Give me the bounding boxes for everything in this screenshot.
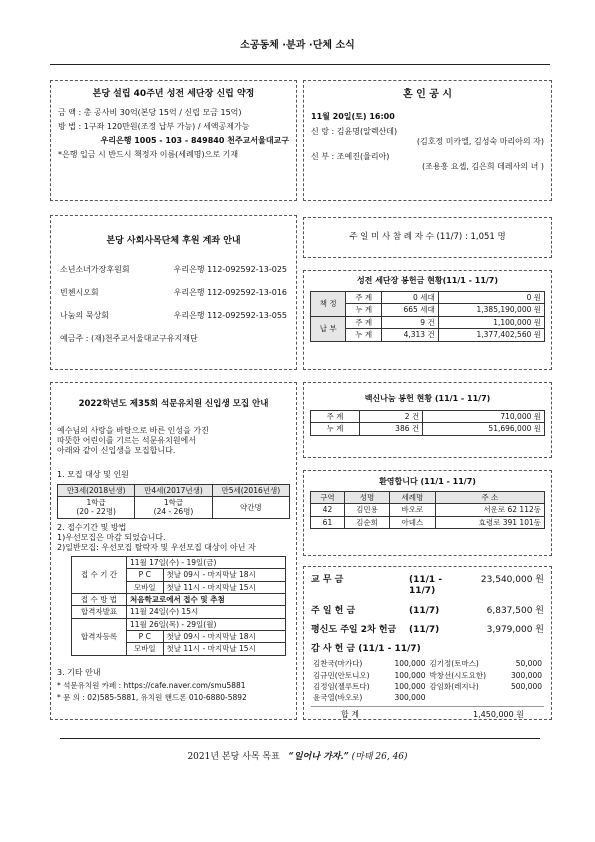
wedding-title: 혼 인 공 시 — [402, 89, 453, 100]
section-heading: 1. 모집 대상 및 인원 — [57, 469, 129, 479]
ages-header: 만4세(2017년생) — [135, 484, 212, 496]
total-amount: 1,450,000 원 — [473, 709, 524, 719]
social-section — [50, 215, 297, 370]
thanks-cell: 100,000 — [394, 659, 426, 669]
finance-period: (11/1 - 11/7) — [409, 575, 443, 597]
wedding-section — [303, 80, 552, 201]
sanctuary-count: 9 건 — [381, 316, 438, 328]
thanks-cell: 100,000 — [394, 682, 426, 691]
page-header — [0, 40, 595, 53]
vaccine-title: 백신나눔 봉헌 현황 (11/1 - 11/7) — [364, 394, 491, 403]
social-account: 우리은행 112-092592-13-025 — [173, 265, 287, 275]
sanctuary-count: 665 세대 — [381, 304, 438, 316]
wedding-bride: 신 부 : 조예진(율리아) — [311, 151, 390, 161]
sanctuary-row — [311, 329, 545, 341]
ages-table — [57, 484, 290, 519]
thanks-cell — [427, 692, 501, 703]
schedule-table: 접 수 기 간 11월 17일(수) - 19일(금) P C 첫날 09시 - 마지막날 18시 모바일 첫날 11시 - 마지막날 15시 접 수 방 법 처음학교로에서 접수 및 추첨 합격자발표 11월 24일(수) 15시 합격자등록 11월 26일(목) - 29일(월) P C 첫날 09시 - 마지막날 18시 모바일 첫날 11시 - 마지막날 15시 — [71, 556, 286, 656]
footer-ref: (마태 26, 46) — [351, 752, 408, 762]
vaccine-table — [310, 410, 545, 436]
sanctuary-group-label: 책 정 — [311, 292, 346, 317]
welcome-table — [310, 491, 545, 529]
vaccine-count: 2 건 — [359, 411, 422, 423]
social-name: 빈첸시오회 — [60, 288, 99, 298]
welcome-header: 구역 — [311, 492, 345, 504]
welcome-header: 성명 — [344, 492, 389, 504]
sanctuary-amount: 0 원 — [438, 292, 544, 304]
sanctuary-table — [310, 291, 545, 342]
finance-amount: 23,540,000 원 — [480, 575, 544, 585]
sanctuary-row — [311, 292, 545, 304]
sanctuary-amount: 1,385,190,000 원 — [438, 304, 544, 316]
sanctuary-key: 주 계 — [346, 316, 381, 328]
thanks-cell: 100,000 — [394, 670, 426, 680]
ages-value: 약간명 — [212, 497, 289, 519]
welcome-header: 세례명 — [390, 492, 435, 504]
welcome-cell: 아녜스 — [390, 516, 435, 528]
kindergarten-section — [50, 382, 297, 720]
vaccine-row — [311, 423, 545, 435]
header-rule — [50, 64, 550, 65]
thanks-cell: 감임화(레지나) — [429, 682, 479, 691]
sanctuary-key: 주 계 — [346, 292, 381, 304]
sanctuary-row — [311, 304, 545, 316]
welcome-cell: 김순희 — [344, 516, 389, 528]
finance-row — [311, 606, 544, 617]
vaccine-section — [303, 382, 552, 458]
welcome-row — [311, 504, 545, 516]
donation-line: *은행 입금 시 반드시 책정자 이름(세례명)으로 기재 — [58, 150, 239, 160]
thanks-cell: 300,000 — [394, 693, 426, 703]
mass-section — [303, 217, 552, 258]
social-account: 우리은행 112-092592-13-016 — [173, 288, 287, 298]
thanks-cell: 김규민(안토니오) — [313, 670, 370, 680]
social-holder: 예금주 : (재)천주교서울대교구유지재단 — [60, 334, 198, 344]
donation-section — [50, 80, 297, 201]
sanctuary-key: 누 계 — [346, 329, 381, 341]
thanks-cell: 박창선(시도요한) — [429, 670, 487, 680]
ages-value: 1학급 (20 - 22명) — [58, 497, 135, 519]
thanks-cell: 김기정(토마스) — [429, 659, 479, 669]
sanctuary-group-label: 납 부 — [311, 316, 346, 341]
donation-title: 본당 설립 40주년 성전 세단장 신립 약정 — [92, 89, 255, 99]
social-row — [60, 265, 287, 275]
donation-line: 방 법 : 1구좌 120만원(조정 납부 가능) / 세액공제가능 — [58, 122, 250, 132]
footer-motto: “일어나 가자.” — [288, 752, 349, 762]
social-name: 소년소녀가장후원회 — [60, 265, 130, 275]
finance-label: 평신도 주일 2차 헌금 — [311, 624, 397, 635]
thanks-cell: 김찬국(마가다) — [313, 659, 363, 669]
thanks-table — [311, 658, 544, 704]
finance-label: 교 무 금 — [311, 575, 344, 585]
kindergarten-title: 2022학년도 제35회 석문유치원 신입생 모집 안내 — [78, 399, 269, 409]
thanks-title: 감 사 헌 금 (11/1 - 11/7) — [311, 644, 421, 654]
sanctuary-amount: 1,100,000 원 — [438, 316, 544, 328]
social-title: 본당 사회사목단체 후원 계좌 안내 — [106, 236, 241, 246]
ages-header: 만5세(2016년생) — [212, 484, 289, 496]
vaccine-key: 주 계 — [311, 411, 360, 423]
finance-total-row — [311, 706, 544, 720]
sanctuary-count: 4,313 건 — [381, 329, 438, 341]
footer-prefix: 2021년 본당 사목 목표 — [187, 752, 280, 762]
social-name: 나눔의 묵상회 — [60, 311, 109, 321]
thanks-row — [311, 658, 544, 669]
kindergarten-note: 2)일반모집: 우선모집 탈락자 및 우선모집 대상이 아닌 자 — [57, 542, 256, 552]
thanks-cell: 윤국열(바오로) — [313, 693, 363, 703]
social-row — [60, 288, 287, 298]
finance-amount: 3,979,000 원 — [486, 624, 544, 635]
welcome-title: 환영합니다 (11/1 - 11/7) — [379, 477, 476, 486]
social-row — [60, 311, 287, 321]
sanctuary-section — [303, 270, 552, 370]
finance-period: (11/7) — [409, 605, 440, 616]
sanctuary-title: 성전 세단장 봉헌금 현황(11/1 - 11/7) — [356, 276, 499, 285]
welcome-cell: 서운로 62 112동 — [435, 504, 544, 516]
thanks-cell: 50,000 — [515, 659, 542, 669]
sanctuary-key: 누 계 — [346, 304, 381, 316]
vaccine-amount: 710,000 원 — [423, 411, 545, 423]
welcome-cell: 42 — [311, 504, 345, 516]
vaccine-count: 386 건 — [359, 423, 422, 435]
welcome-cell: 김민용 — [344, 504, 389, 516]
finance-section — [303, 566, 552, 720]
total-label: 합 계 — [341, 709, 359, 719]
social-account: 우리은행 112-092592-13-055 — [173, 311, 287, 321]
thanks-cell: 300,000 — [510, 670, 542, 680]
thanks-row — [311, 681, 544, 692]
thanks-row — [311, 670, 544, 681]
welcome-cell: 61 — [311, 516, 345, 528]
thanks-cell — [501, 692, 544, 703]
footer-rule — [60, 738, 540, 739]
donation-account: 우리은행 1005 - 103 - 849840 천주교서울대교구 — [100, 136, 289, 146]
wedding-groom-parents: (김호정 미카엘, 김성숙 마리아의 자) — [416, 136, 544, 146]
finance-row — [311, 575, 544, 598]
thanks-row — [311, 692, 544, 703]
welcome-section — [303, 470, 552, 556]
finance-label: 주 일 헌 금 — [311, 605, 356, 616]
wedding-groom: 신 랑 : 김윤명(알렉산데) — [311, 126, 398, 136]
contact-info: * 문 의 : 02)585-5881, 유치원 핸드폰 010-6880-5892 — [57, 693, 247, 703]
ages-value: 1학급 (24 - 26명) — [135, 497, 212, 519]
header-title: 소공동체 ·분과 ·단체 소식 — [240, 40, 355, 51]
thanks-cell: 500,000 — [510, 682, 542, 691]
vaccine-amount: 51,696,000 원 — [423, 423, 545, 435]
vaccine-key: 누 계 — [311, 423, 360, 435]
kindergarten-note: 1)우선모집은 마감 되었습니다. — [57, 532, 166, 542]
sanctuary-count: 0 세대 — [381, 292, 438, 304]
cafe-link[interactable]: * 석문유치원 카페 : https://cafe.naver.com/smu5881 — [57, 680, 246, 690]
thanks-cell: 김정임(젤루트다) — [313, 682, 370, 691]
welcome-cell: 바오로 — [390, 504, 435, 516]
donation-line: 금 액 : 총 공사비 30억(본당 15억 / 신립 모금 15억) — [58, 108, 242, 118]
page-footer — [0, 752, 595, 763]
welcome-row — [311, 516, 545, 528]
wedding-date: 11월 20일(토) 16:00 — [311, 111, 395, 121]
welcome-cell: 효령로 391 101동 — [435, 516, 544, 528]
finance-period: (11/7) — [409, 624, 440, 635]
vaccine-row — [311, 411, 545, 423]
sanctuary-row — [311, 316, 545, 328]
mass-text: 주 일 미 사 참 례 자 수 (11/7) : 1,051 명 — [349, 232, 506, 243]
finance-amount: 6,837,500 원 — [486, 605, 544, 616]
wedding-bride-parents: (조용흥 요셉, 김은희 데레사의 녀 ) — [422, 161, 544, 171]
sanctuary-amount: 1,377,402,560 원 — [438, 329, 544, 341]
welcome-header: 주 소 — [435, 492, 544, 504]
finance-row — [311, 625, 544, 636]
section-heading: 3. 기타 안내 — [57, 667, 101, 677]
kindergarten-intro: 예수님의 사랑을 바탕으로 바른 인성을 가진 따뜻한 어린이를 기르는 석문유치원에서 아래와 같이 신입생을 모집합니다. — [57, 425, 209, 455]
ages-header: 만3세(2018년생) — [58, 484, 135, 496]
section-heading: 2. 접수기간 및 방법 — [57, 522, 127, 532]
